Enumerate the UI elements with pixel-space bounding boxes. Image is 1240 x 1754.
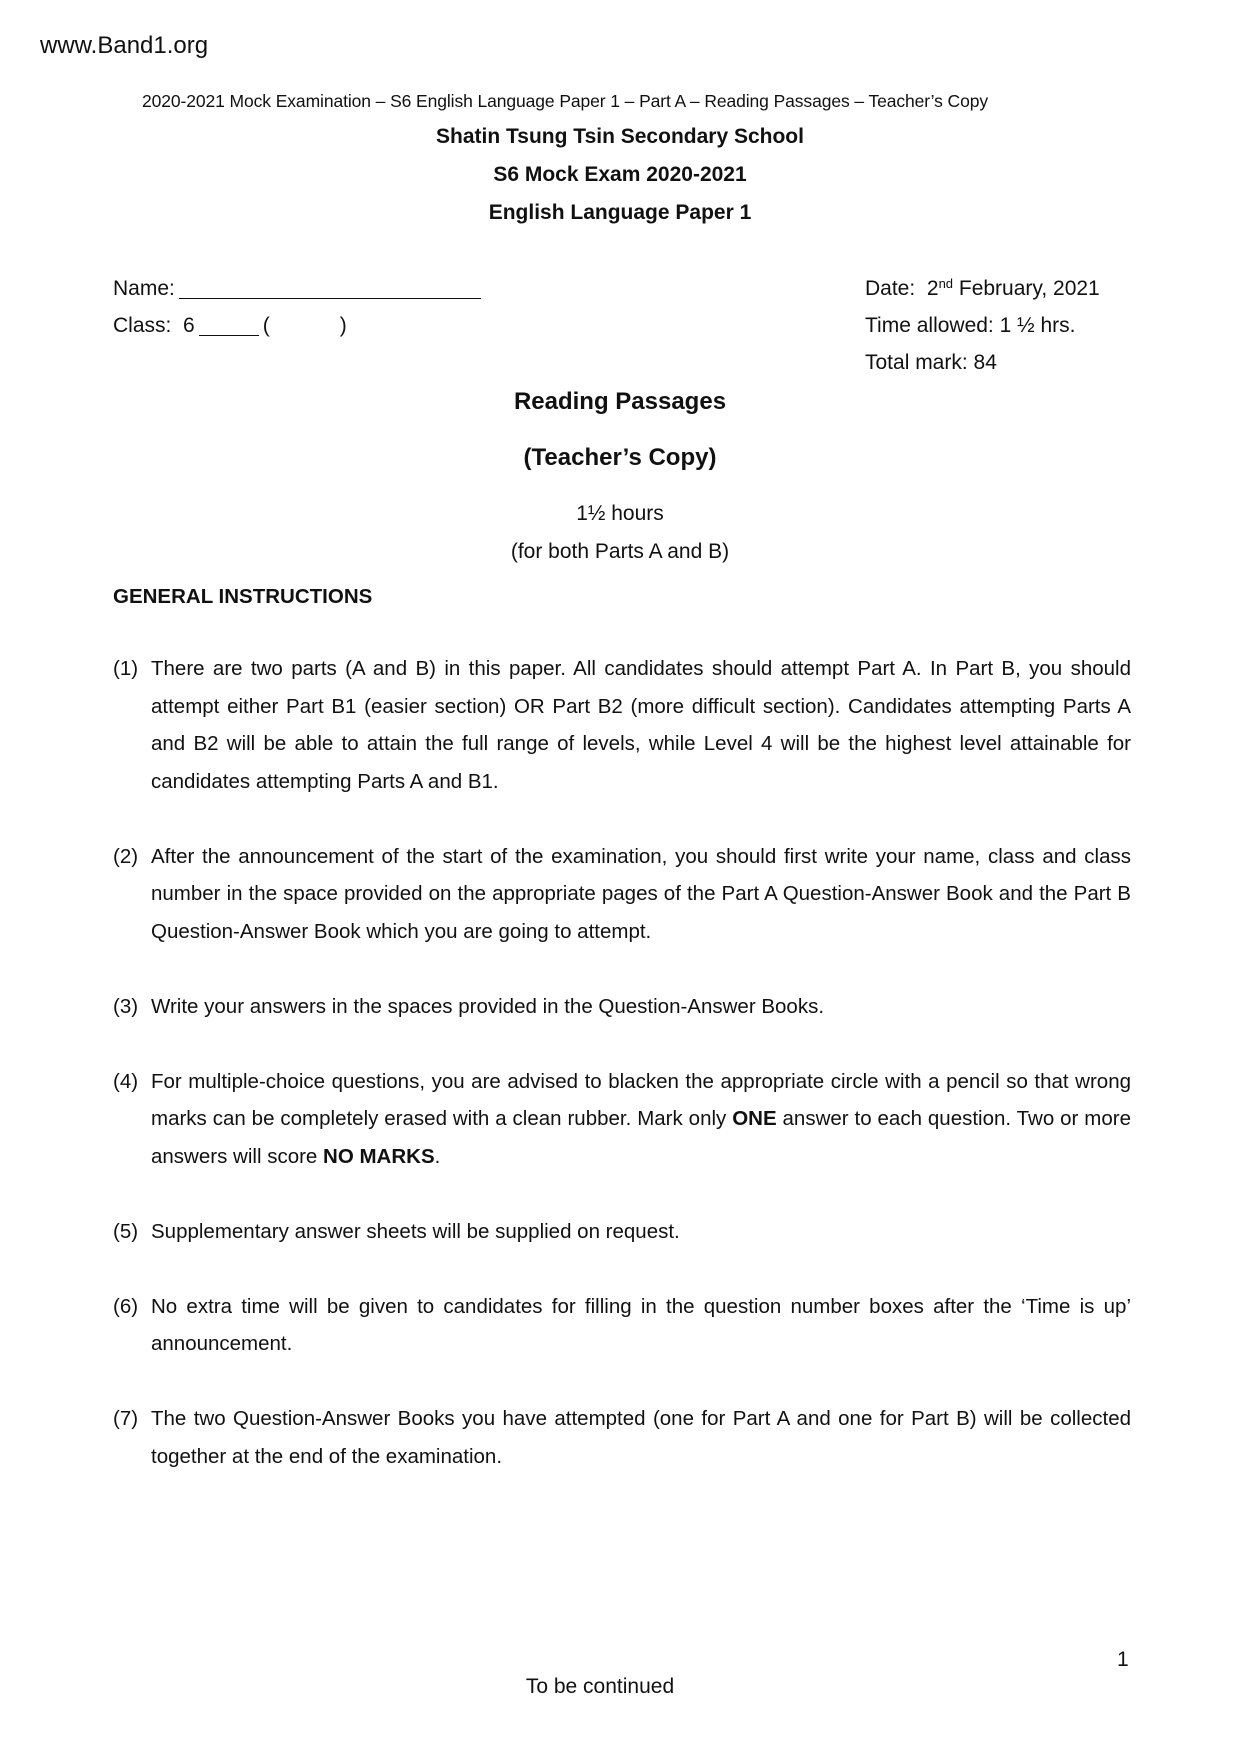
instruction-number: (5)	[113, 1219, 139, 1243]
instruction-number: (2)	[113, 844, 139, 868]
instruction-number: (4)	[113, 1069, 139, 1093]
instruction-number: (3)	[113, 994, 139, 1018]
section-header	[0, 388, 1240, 576]
instruction-text: answer to each question. Two or more answers will score	[151, 1107, 1131, 1168]
general-instructions-heading: GENERAL INSTRUCTIONS	[113, 585, 373, 608]
watermark: www.Band1.org	[40, 32, 209, 59]
to-be-continued: To be continued	[525, 1675, 675, 1698]
instruction-text: No extra time will be given to candidates for filling in the question number boxes after the ‘Time is up’ announcement.	[151, 1294, 1131, 1355]
instruction-item	[113, 1063, 1131, 1176]
class-label: Class:	[113, 314, 172, 337]
instruction-item	[113, 1213, 1131, 1251]
time-allowed: Time allowed: 1 ½ hrs.	[865, 314, 1076, 337]
school-name: Shatin Tsung Tsin Secondary School	[436, 125, 804, 148]
section-heading: Reading Passages	[513, 388, 727, 415]
section-duration: 1½ hours	[576, 502, 664, 525]
instruction-text: After the announcement of the start of the examination, you should first write your name, class and class number in the space provided on the appropriate pages of the Part A Question-Answer Book and the Part B Question-Answer Book which you are going to attempt.	[151, 844, 1131, 943]
instruction-text: There are two parts (A and B) in this paper. All candidates should attempt Part A. In Part B, you should attempt either Part B1 (easier section) OR Part B2 (more difficult section). Candidates attempting Parts A and B2 will be able to attain the full range of levels, while Level 4 will be the highest level attainable for candidates attempting Parts A and B1.	[151, 657, 1131, 793]
name-row	[113, 275, 481, 312]
instruction-text: For multiple-choice questions, you are advised to blacken the appropriate circle with a pencil so that wrong marks can be completely erased with a clean rubber. Mark only	[151, 1069, 1131, 1130]
class-number-close-paren: )	[339, 314, 347, 337]
instruction-text: Write your answers in the spaces provided in the Question-Answer Books.	[151, 994, 825, 1018]
section-subheading: (Teacher’s Copy)	[523, 444, 717, 471]
instruction-item	[113, 1400, 1131, 1475]
class-prefix: 6	[183, 314, 195, 337]
instruction-text: The two Question-Answer Books you have attempted (one for Part A and one for Part B) will be collected together at the end of the examination.	[151, 1407, 1131, 1468]
emphasis-one: ONE	[732, 1107, 777, 1130]
exam-name: S6 Mock Exam 2020-2021	[493, 163, 747, 186]
instruction-number: (7)	[113, 1407, 139, 1430]
exam-meta	[865, 275, 1100, 386]
paper-name: English Language Paper 1	[488, 201, 752, 224]
name-field[interactable]	[179, 276, 481, 299]
class-row	[113, 312, 481, 349]
instruction-number: (6)	[113, 1294, 139, 1318]
total-mark: Total mark: 84	[865, 351, 997, 374]
name-label: Name:	[113, 277, 175, 300]
instruction-number: (1)	[113, 657, 139, 680]
section-scope: (for both Parts A and B)	[510, 540, 730, 563]
date-row	[865, 275, 1100, 312]
candidate-fields	[113, 275, 481, 349]
page-number: 1	[1117, 1648, 1129, 1671]
date-rest: February, 2021	[958, 277, 1100, 300]
title-block	[0, 123, 1240, 237]
instruction-item	[113, 650, 1131, 800]
instruction-item	[113, 1288, 1131, 1363]
running-header: 2020-2021 Mock Examination – S6 English Language Paper 1 – Part A – Reading Passages – Teacher’s Copy	[141, 91, 989, 111]
class-field[interactable]	[199, 313, 259, 336]
instruction-item	[113, 838, 1131, 951]
instructions-list	[113, 650, 1131, 1513]
date-label: Date:	[865, 277, 916, 300]
instruction-text: .	[434, 1144, 441, 1168]
instruction-item	[113, 988, 1131, 1026]
class-number-open-paren: (	[262, 314, 270, 337]
emphasis-no-marks: NO MARKS	[323, 1144, 435, 1168]
instruction-text: Supplementary answer sheets will be supplied on request.	[151, 1219, 680, 1243]
date-day: 2	[926, 277, 939, 300]
date-suffix: nd	[938, 276, 954, 291]
